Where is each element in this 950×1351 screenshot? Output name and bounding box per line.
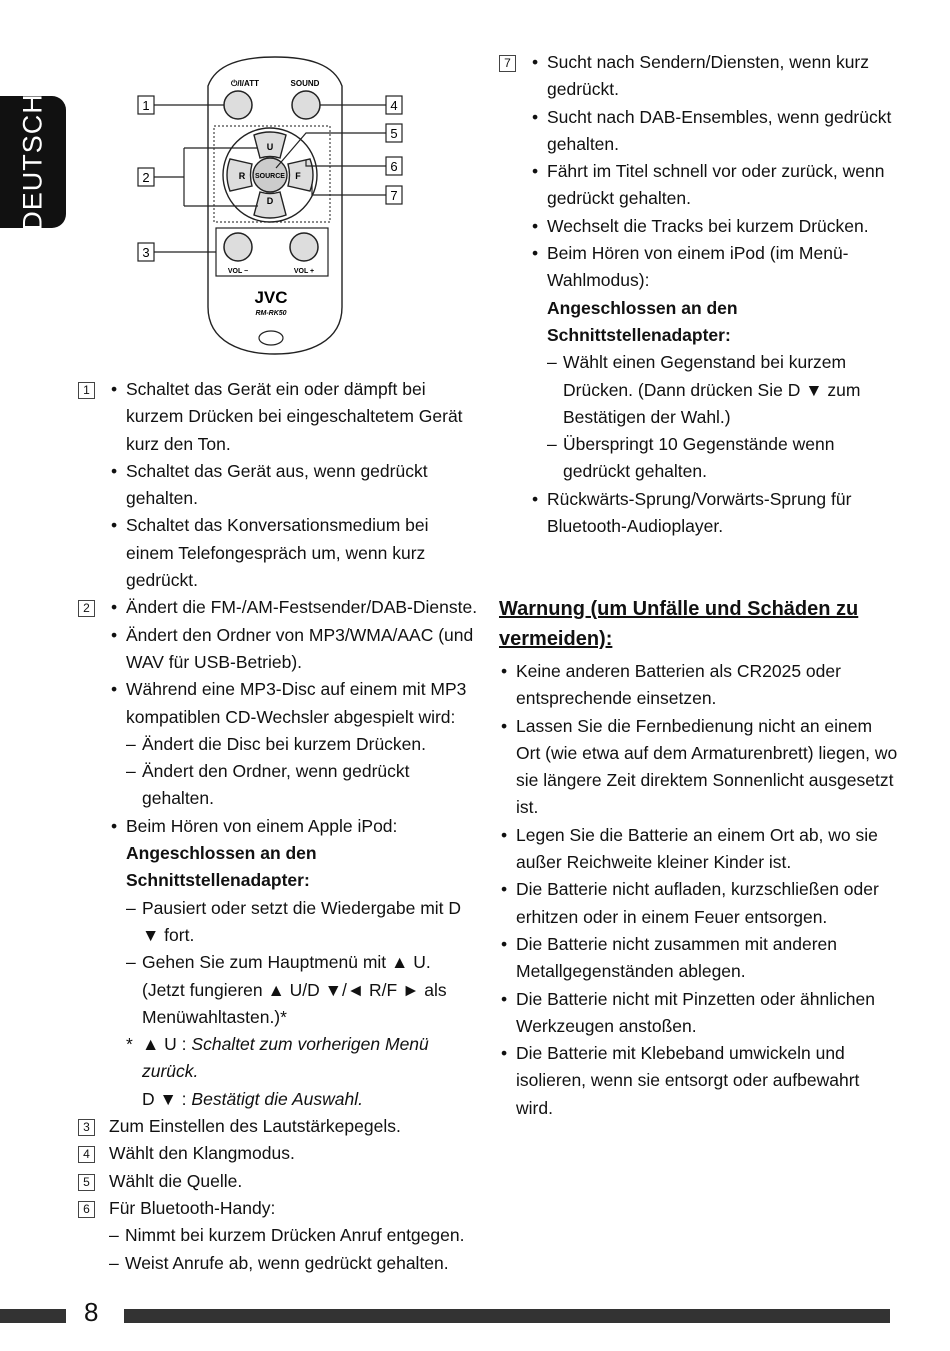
vol-plus-label: VOL + [293, 268, 315, 275]
callout-1-label: 1 [142, 98, 150, 113]
bullet-item: • Fährt im Titel schnell vor oder zurück, wenn gedrückt gehalten. [530, 158, 899, 213]
entry-number: 1 [78, 382, 95, 399]
bullet-item: • Schaltet das Konversationsmedium bei einem Telefongespräch um, wenn kurz gedrückt. [109, 512, 478, 594]
dash-item: – Ändert den Ordner, wenn gedrückt gehalten. [126, 758, 478, 813]
bold-subheading: Angeschlossen an den Schnittstellenadapter: [547, 297, 738, 345]
bullet-item [530, 240, 899, 486]
bullet-item: • Rückwärts-Sprung/Vorwärts-Sprung für Bluetooth-Audioplayer. [530, 486, 899, 541]
warning-item: • Keine anderen Batterien als CR2025 oder entsprechende einsetzen. [499, 658, 899, 713]
up-label: U [266, 142, 274, 152]
entry-7 [499, 49, 899, 540]
callout-7-label: 7 [390, 188, 398, 203]
sound-label: SOUND [290, 79, 320, 88]
bullet-text: • Beim Hören von einem iPod (im Menü-Wahlmodus): [547, 243, 849, 291]
bullet-item: • Sucht nach DAB-Ensembles, wenn gedrückt gehalten. [530, 104, 899, 159]
entry-number: 6 [78, 1201, 95, 1218]
vol-minus-button [224, 233, 252, 261]
entry-text: Für Bluetooth-Handy: [109, 1197, 276, 1218]
entry-number: 2 [78, 600, 95, 617]
remote-control-illustration [130, 52, 420, 356]
bullet-item: • Schaltet das Gerät aus, wenn gedrückt gehalten. [109, 458, 478, 513]
warning-item: • Die Batterie mit Klebeband umwickeln und isolieren, wenn sie entsorgt oder aufbewahrt wird. [499, 1040, 899, 1122]
bullet-text: • Während eine MP3-Disc auf einem mit MP3 kompatiblen CD-Wechsler abgespielt wird: [126, 679, 467, 727]
bullet-item: • Schaltet das Gerät ein oder dämpft bei kurzem Drücken bei eingeschaltetem Gerät kurz den Ton. [109, 376, 478, 458]
dash-item: – Pausiert oder setzt die Wiedergabe mit D ▼ fort. [126, 895, 478, 950]
entry-5 [78, 1168, 478, 1195]
dash-item: – Wählt einen Gegenstand bei kurzem Drücken. (Dann drücken Sie D ▼ zum Bestätigen der Wahl.) [547, 349, 899, 431]
warning-heading: Warnung (um Unfälle und Schäden zu vermeiden): [499, 598, 859, 650]
callout-6-label: 6 [390, 159, 398, 174]
entry-text: Wählt die Quelle. [109, 1170, 243, 1191]
bullet-text: • Beim Hören von einem Apple iPod: [126, 815, 398, 836]
power-att-label: ⏻/I/ATT [231, 79, 259, 88]
language-tab [0, 93, 66, 231]
entry-6 [78, 1195, 478, 1277]
entry-number: 3 [78, 1119, 95, 1136]
warning-list [499, 658, 899, 1122]
callout-4-label: 4 [390, 98, 398, 113]
entry-2 [78, 594, 478, 1113]
bullet-item [109, 676, 478, 812]
entry-text: Zum Einstellen des Lautstärkepegels. [109, 1116, 401, 1137]
language-tab-label: DEUTSCH [17, 93, 48, 231]
model-label: RM-RK50 [255, 310, 287, 317]
page-number: 8 [84, 1297, 99, 1327]
warning-item: • Die Batterie nicht zusammen mit anderen Metallgegenständen ablegen. [499, 931, 899, 986]
entry-number: 5 [78, 1174, 95, 1191]
dash-item: – Weist Anrufe ab, wenn gedrückt gehalten. [109, 1250, 478, 1277]
footer-bar-left [0, 1309, 66, 1323]
bullet-item: • Ändert den Ordner von MP3/WMA/AAC (und WAV für USB-Betrieb). [109, 622, 478, 677]
power-att-button [224, 91, 252, 119]
bullet-item: • Wechselt die Tracks bei kurzem Drücken. [530, 213, 899, 240]
footnote-line-2: D ▼ : Bestätigt die Auswahl. [142, 1088, 363, 1109]
entry-text: Wählt den Klangmodus. [109, 1143, 295, 1164]
footnote [126, 1031, 478, 1113]
sound-button [292, 91, 320, 119]
footer-bar-right [124, 1309, 890, 1323]
bullet-item: • Sucht nach Sendern/Diensten, wenn kurz gedrückt. [530, 49, 899, 104]
footnote-star: * [126, 1034, 133, 1055]
warning-item: • Lassen Sie die Fernbedienung nicht an einem Ort (wie etwa auf dem Armaturenbrett) liegen, wo sie längere Zeit direktem Sonnenlicht ausgesetzt ist. [499, 713, 899, 822]
bullet-item [109, 813, 478, 1113]
source-label: SOURCE [255, 173, 285, 180]
callout-3-label: 3 [142, 245, 150, 260]
callout-2-label: 2 [142, 170, 150, 185]
footnote-line-1: ▲ U : Schaltet zum vorherigen Menü zurück. [142, 1034, 429, 1082]
bold-subheading: Angeschlossen an den Schnittstellenadapter: [126, 843, 317, 891]
entry-1 [78, 376, 478, 594]
right-label: F [295, 171, 301, 181]
dash-item: – Ändert die Disc bei kurzem Drücken. [126, 731, 478, 758]
right-column [499, 49, 899, 540]
entry-number: 7 [499, 55, 516, 72]
callout-5-label: 5 [390, 126, 398, 141]
dash-item: – Gehen Sie zum Hauptmenü mit ▲ U. (Jetzt fungieren ▲ U/D ▼/◄ R/F ► als Menüwahltasten.)* [126, 949, 478, 1031]
left-column [78, 376, 478, 1277]
entry-3 [78, 1113, 478, 1140]
entry-4 [78, 1140, 478, 1167]
warning-item: • Legen Sie die Batterie an einem Ort ab, wo sie außer Reichweite kleiner Kinder ist. [499, 822, 899, 877]
warning-item: • Die Batterie nicht aufladen, kurzschließen oder erhitzen oder in einem Feuer entsorgen. [499, 876, 899, 931]
vol-plus-button [290, 233, 318, 261]
entry-number: 4 [78, 1146, 95, 1163]
down-label: D [266, 196, 274, 206]
jvc-logo: JVC [254, 288, 288, 307]
warning-item: • Die Batterie nicht mit Pinzetten oder ähnlichen Werkzeugen anstoßen. [499, 986, 899, 1041]
callout-3 [138, 243, 216, 261]
dash-item: – Nimmt bei kurzem Drücken Anruf entgegen. [109, 1222, 478, 1249]
vol-minus-label: VOL − [227, 268, 249, 275]
left-label: R [238, 171, 246, 181]
dash-item: – Überspringt 10 Gegenstände wenn gedrückt gehalten. [547, 431, 899, 486]
bullet-item: • Ändert die FM-/AM-Festsender/DAB-Dienste. [109, 594, 478, 621]
